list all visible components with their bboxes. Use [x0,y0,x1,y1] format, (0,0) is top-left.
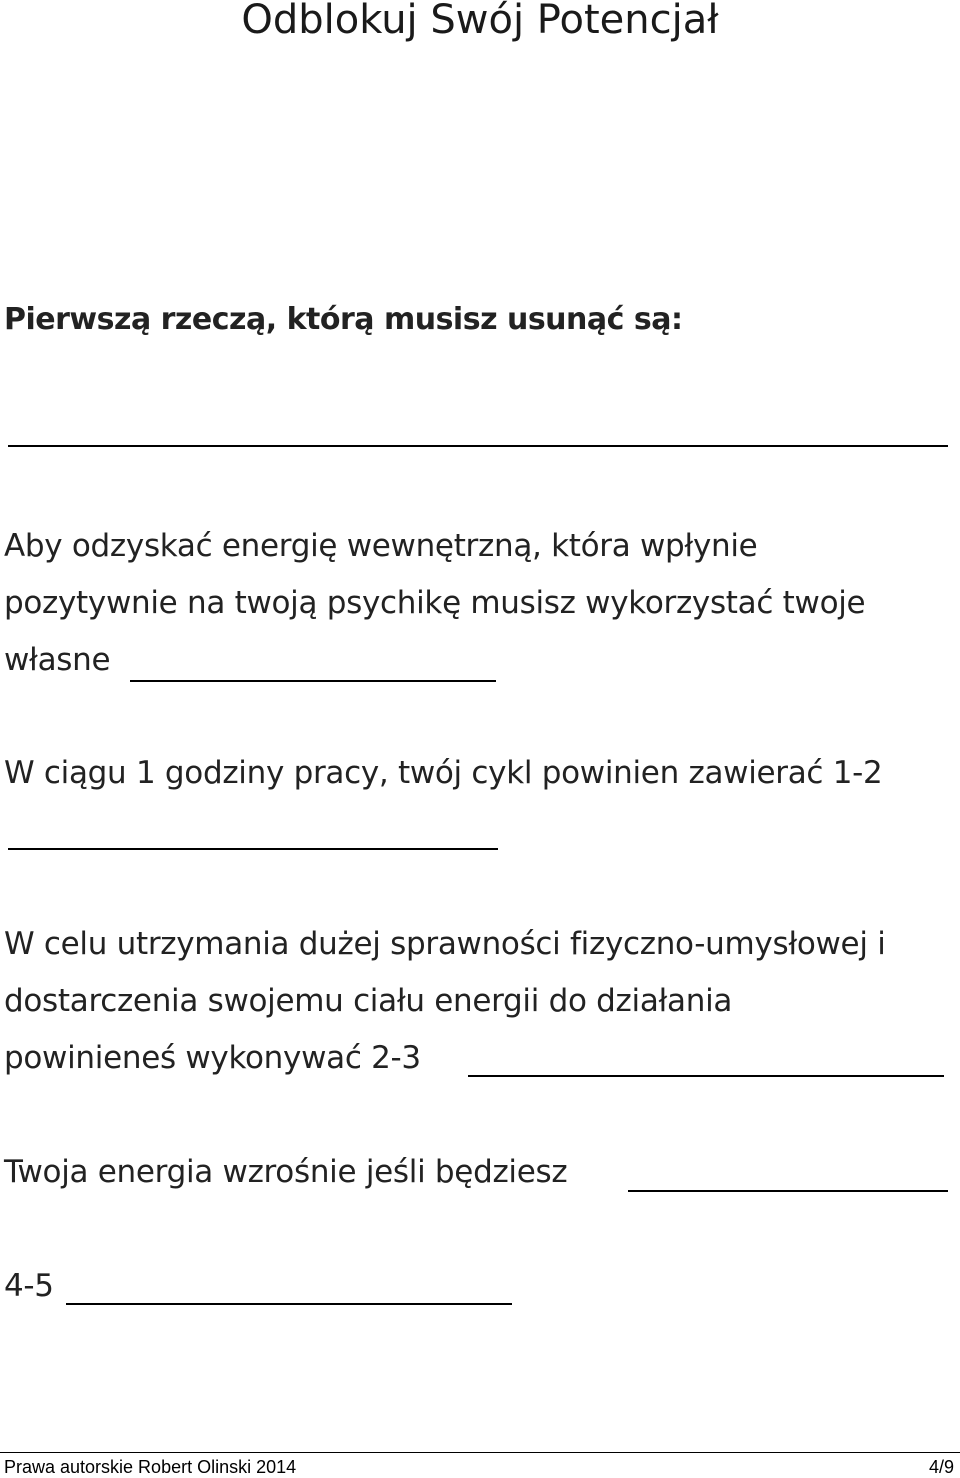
paragraph-1-line-3: własne [4,642,111,678]
paragraph-4-line-1: Twoja energia wzrośnie jeśli będziesz [4,1154,568,1190]
answer-line-3[interactable] [468,1075,944,1077]
paragraph-5-line-1: 4-5 [4,1268,54,1304]
answer-line-heading[interactable] [8,445,948,447]
footer-divider [0,1452,960,1453]
page-title: Odblokuj Swój Potencjał [241,0,719,43]
paragraph-3-line-2: dostarczenia swojemu ciału energii do działania [4,983,733,1019]
footer-page-number: 4/9 [928,1457,954,1477]
paragraph-1-line-2: pozytywnie na twoją psychikę musisz wykorzystać twoje [4,585,866,621]
answer-line-1[interactable] [130,680,496,682]
paragraph-3-line-3: powinieneś wykonywać 2-3 [4,1040,421,1076]
answer-line-2[interactable] [8,848,498,850]
paragraph-2-line-1: W ciągu 1 godziny pracy, twój cykl powinien zawierać 1-2 [4,755,883,791]
answer-line-4[interactable] [628,1190,948,1192]
footer-copyright: Prawa autorskie Robert Olinski 2014 [4,1457,297,1477]
answer-line-5[interactable] [66,1303,512,1305]
paragraph-3-line-1: W celu utrzymania dużej sprawności fizyczno-umysłowej i [4,926,886,962]
section-heading: Pierwszą rzeczą, którą musisz usunąć są: [4,302,683,337]
paragraph-1-line-1: Aby odzyskać energię wewnętrzną, która wpłynie [4,528,758,564]
